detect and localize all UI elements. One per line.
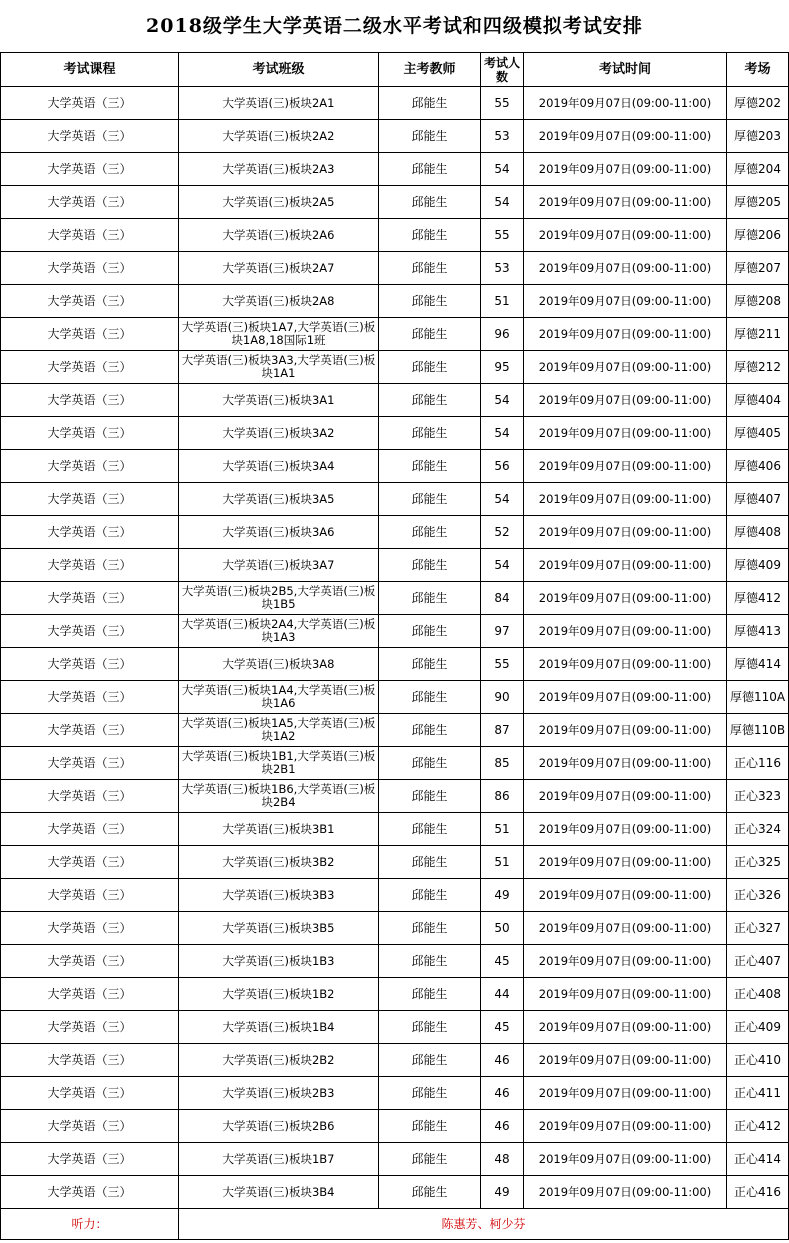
table-row [1,648,789,681]
cell-room: 厚德208 [727,285,789,318]
cell-course: 大学英语（三） [1,483,179,516]
header-row [1,53,789,87]
cell-course: 大学英语（三） [1,417,179,450]
table-row [1,384,789,417]
table-row [1,1110,789,1143]
cell-time: 2019年09月07日(09:00-11:00) [524,879,727,912]
cell-course: 大学英语（三） [1,912,179,945]
cell-time: 2019年09月07日(09:00-11:00) [524,120,727,153]
cell-room: 正心116 [727,747,789,780]
cell-count: 51 [481,846,524,879]
cell-room: 厚德414 [727,648,789,681]
cell-time: 2019年09月07日(09:00-11:00) [524,681,727,714]
cell-room: 正心325 [727,846,789,879]
cell-room: 正心408 [727,978,789,1011]
cell-time: 2019年09月07日(09:00-11:00) [524,87,727,120]
cell-count: 84 [481,582,524,615]
cell-teacher: 邱能生 [379,978,481,1011]
cell-teacher: 邱能生 [379,714,481,747]
cell-time: 2019年09月07日(09:00-11:00) [524,285,727,318]
cell-class: 大学英语(三)板块2A5 [179,186,379,219]
cell-room: 正心327 [727,912,789,945]
cell-time: 2019年09月07日(09:00-11:00) [524,846,727,879]
table-row [1,1176,789,1209]
table-row [1,945,789,978]
table-row [1,186,789,219]
cell-course: 大学英语（三） [1,318,179,351]
cell-class: 大学英语(三)板块2B3 [179,1077,379,1110]
table-row [1,219,789,252]
cell-time: 2019年09月07日(09:00-11:00) [524,351,727,384]
table-row [1,549,789,582]
cell-count: 49 [481,1176,524,1209]
table-row [1,417,789,450]
cell-class: 大学英语(三)板块2B2 [179,1044,379,1077]
cell-time: 2019年09月07日(09:00-11:00) [524,813,727,846]
cell-teacher: 邱能生 [379,1011,481,1044]
cell-teacher: 邱能生 [379,648,481,681]
cell-teacher: 邱能生 [379,549,481,582]
cell-course: 大学英语（三） [1,1110,179,1143]
cell-time: 2019年09月07日(09:00-11:00) [524,747,727,780]
table-row [1,252,789,285]
cell-room: 厚德413 [727,615,789,648]
cell-class: 大学英语(三)板块3A1 [179,384,379,417]
cell-count: 45 [481,1011,524,1044]
table-row [1,516,789,549]
cell-course: 大学英语（三） [1,1044,179,1077]
cell-time: 2019年09月07日(09:00-11:00) [524,1110,727,1143]
table-row [1,813,789,846]
cell-class: 大学英语(三)板块2A3 [179,153,379,186]
cell-teacher: 邱能生 [379,516,481,549]
cell-course: 大学英语（三） [1,384,179,417]
cell-time: 2019年09月07日(09:00-11:00) [524,1143,727,1176]
cell-class: 大学英语(三)板块1A7,大学英语(三)板块1A8,18国际1班 [179,318,379,351]
cell-class: 大学英语(三)板块3A7 [179,549,379,582]
cell-room: 厚德206 [727,219,789,252]
cell-room: 厚德110A [727,681,789,714]
table-row [1,912,789,945]
cell-time: 2019年09月07日(09:00-11:00) [524,780,727,813]
cell-count: 56 [481,450,524,483]
cell-count: 55 [481,648,524,681]
cell-course: 大学英语（三） [1,978,179,1011]
cell-teacher: 邱能生 [379,351,481,384]
table-row [1,681,789,714]
cell-room: 正心416 [727,1176,789,1209]
cell-room: 正心407 [727,945,789,978]
table-row [1,780,789,813]
cell-teacher: 邱能生 [379,87,481,120]
table-row [1,1077,789,1110]
cell-room: 厚德207 [727,252,789,285]
cell-teacher: 邱能生 [379,879,481,912]
table-row [1,1044,789,1077]
cell-course: 大学英语（三） [1,582,179,615]
cell-teacher: 邱能生 [379,813,481,846]
cell-teacher: 邱能生 [379,153,481,186]
cell-count: 51 [481,285,524,318]
cell-teacher: 邱能生 [379,252,481,285]
cell-course: 大学英语（三） [1,219,179,252]
cell-room: 正心324 [727,813,789,846]
cell-class: 大学英语(三)板块1B7 [179,1143,379,1176]
cell-room: 厚德404 [727,384,789,417]
table-row [1,978,789,1011]
cell-course: 大学英语（三） [1,351,179,384]
cell-class: 大学英语(三)板块3A2 [179,417,379,450]
cell-teacher: 邱能生 [379,417,481,450]
cell-time: 2019年09月07日(09:00-11:00) [524,714,727,747]
cell-teacher: 邱能生 [379,1176,481,1209]
cell-class: 大学英语(三)板块3A5 [179,483,379,516]
cell-class: 大学英语(三)板块1B4 [179,1011,379,1044]
cell-course: 大学英语（三） [1,1011,179,1044]
table-row [1,1143,789,1176]
cell-course: 大学英语（三） [1,120,179,153]
cell-course: 大学英语（三） [1,945,179,978]
cell-count: 54 [481,417,524,450]
cell-time: 2019年09月07日(09:00-11:00) [524,582,727,615]
cell-teacher: 邱能生 [379,318,481,351]
cell-class: 大学英语(三)板块3A8 [179,648,379,681]
table-row [1,351,789,384]
cell-time: 2019年09月07日(09:00-11:00) [524,318,727,351]
cell-count: 46 [481,1044,524,1077]
cell-count: 52 [481,516,524,549]
cell-teacher: 邱能生 [379,945,481,978]
cell-course: 大学英语（三） [1,87,179,120]
cell-course: 大学英语（三） [1,285,179,318]
cell-teacher: 邱能生 [379,1077,481,1110]
header-course: 考试课程 [1,53,179,87]
cell-class: 大学英语(三)板块3B5 [179,912,379,945]
cell-room: 厚德406 [727,450,789,483]
cell-count: 54 [481,186,524,219]
cell-count: 85 [481,747,524,780]
table-row [1,153,789,186]
cell-teacher: 邱能生 [379,582,481,615]
cell-class: 大学英语(三)板块3B4 [179,1176,379,1209]
cell-time: 2019年09月07日(09:00-11:00) [524,1044,727,1077]
cell-room: 正心410 [727,1044,789,1077]
cell-room: 厚德409 [727,549,789,582]
cell-course: 大学英语（三） [1,1176,179,1209]
cell-room: 厚德110B [727,714,789,747]
footer-label: 听力： [1,1209,179,1240]
table-row [1,1011,789,1044]
cell-teacher: 邱能生 [379,285,481,318]
cell-room: 厚德412 [727,582,789,615]
cell-class: 大学英语(三)板块2A8 [179,285,379,318]
cell-time: 2019年09月07日(09:00-11:00) [524,1077,727,1110]
cell-time: 2019年09月07日(09:00-11:00) [524,1011,727,1044]
cell-teacher: 邱能生 [379,846,481,879]
cell-count: 97 [481,615,524,648]
cell-time: 2019年09月07日(09:00-11:00) [524,978,727,1011]
cell-count: 54 [481,384,524,417]
cell-time: 2019年09月07日(09:00-11:00) [524,648,727,681]
cell-teacher: 邱能生 [379,120,481,153]
cell-class: 大学英语(三)板块2A1 [179,87,379,120]
cell-teacher: 邱能生 [379,450,481,483]
cell-course: 大学英语（三） [1,648,179,681]
exam-schedule-table [0,52,789,1240]
cell-time: 2019年09月07日(09:00-11:00) [524,450,727,483]
cell-course: 大学英语（三） [1,153,179,186]
cell-time: 2019年09月07日(09:00-11:00) [524,945,727,978]
cell-course: 大学英语（三） [1,516,179,549]
cell-count: 53 [481,252,524,285]
cell-course: 大学英语（三） [1,780,179,813]
cell-time: 2019年09月07日(09:00-11:00) [524,549,727,582]
cell-class: 大学英语(三)板块2A6 [179,219,379,252]
table-row [1,87,789,120]
table-row [1,714,789,747]
footer-row [1,1209,789,1240]
cell-class: 大学英语(三)板块2B6 [179,1110,379,1143]
cell-count: 46 [481,1110,524,1143]
cell-count: 54 [481,549,524,582]
cell-course: 大学英语（三） [1,1143,179,1176]
cell-count: 46 [481,1077,524,1110]
cell-room: 正心409 [727,1011,789,1044]
cell-count: 96 [481,318,524,351]
page-title: 2018级学生大学英语二级水平考试和四级模拟考试安排 [146,15,643,37]
cell-class: 大学英语(三)板块3B1 [179,813,379,846]
cell-course: 大学英语（三） [1,549,179,582]
cell-class: 大学英语(三)板块1B1,大学英语(三)板块2B1 [179,747,379,780]
cell-course: 大学英语（三） [1,450,179,483]
cell-class: 大学英语(三)板块1A5,大学英语(三)板块1A2 [179,714,379,747]
table-row [1,846,789,879]
cell-count: 55 [481,219,524,252]
cell-class: 大学英语(三)板块3B3 [179,879,379,912]
cell-teacher: 邱能生 [379,747,481,780]
table-row [1,450,789,483]
cell-room: 厚德405 [727,417,789,450]
cell-teacher: 邱能生 [379,384,481,417]
cell-course: 大学英语（三） [1,1077,179,1110]
cell-room: 正心411 [727,1077,789,1110]
cell-count: 90 [481,681,524,714]
cell-count: 87 [481,714,524,747]
header-class: 考试班级 [179,53,379,87]
cell-class: 大学英语(三)板块1B2 [179,978,379,1011]
cell-room: 正心326 [727,879,789,912]
cell-count: 48 [481,1143,524,1176]
cell-count: 51 [481,813,524,846]
cell-count: 54 [481,153,524,186]
cell-class: 大学英语(三)板块1B6,大学英语(三)板块2B4 [179,780,379,813]
cell-room: 厚德211 [727,318,789,351]
cell-time: 2019年09月07日(09:00-11:00) [524,615,727,648]
cell-class: 大学英语(三)板块1A4,大学英语(三)板块1A6 [179,681,379,714]
cell-teacher: 邱能生 [379,1044,481,1077]
cell-class: 大学英语(三)板块3A4 [179,450,379,483]
cell-time: 2019年09月07日(09:00-11:00) [524,153,727,186]
cell-time: 2019年09月07日(09:00-11:00) [524,912,727,945]
cell-time: 2019年09月07日(09:00-11:00) [524,186,727,219]
cell-count: 49 [481,879,524,912]
cell-count: 95 [481,351,524,384]
cell-room: 厚德408 [727,516,789,549]
cell-count: 50 [481,912,524,945]
cell-teacher: 邱能生 [379,615,481,648]
cell-count: 53 [481,120,524,153]
cell-time: 2019年09月07日(09:00-11:00) [524,417,727,450]
table-row [1,483,789,516]
cell-course: 大学英语（三） [1,747,179,780]
table-row [1,318,789,351]
header-count: 考试人数 [481,53,524,87]
cell-course: 大学英语（三） [1,714,179,747]
cell-room: 厚德205 [727,186,789,219]
cell-class: 大学英语(三)板块1B3 [179,945,379,978]
cell-time: 2019年09月07日(09:00-11:00) [524,1176,727,1209]
cell-time: 2019年09月07日(09:00-11:00) [524,252,727,285]
cell-count: 45 [481,945,524,978]
cell-count: 55 [481,87,524,120]
cell-room: 厚德212 [727,351,789,384]
cell-count: 54 [481,483,524,516]
table-row [1,747,789,780]
cell-teacher: 邱能生 [379,681,481,714]
cell-class: 大学英语(三)板块2A7 [179,252,379,285]
cell-room: 正心414 [727,1143,789,1176]
header-teacher: 主考教师 [379,53,481,87]
cell-time: 2019年09月07日(09:00-11:00) [524,384,727,417]
cell-count: 44 [481,978,524,1011]
cell-course: 大学英语（三） [1,879,179,912]
cell-teacher: 邱能生 [379,1143,481,1176]
cell-course: 大学英语（三） [1,252,179,285]
cell-class: 大学英语(三)板块2B5,大学英语(三)板块1B5 [179,582,379,615]
cell-room: 厚德202 [727,87,789,120]
cell-class: 大学英语(三)板块3A3,大学英语(三)板块1A1 [179,351,379,384]
cell-class: 大学英语(三)板块2A2 [179,120,379,153]
table-row [1,879,789,912]
cell-class: 大学英语(三)板块3B2 [179,846,379,879]
cell-course: 大学英语（三） [1,615,179,648]
cell-time: 2019年09月07日(09:00-11:00) [524,483,727,516]
cell-course: 大学英语（三） [1,846,179,879]
table-row [1,615,789,648]
cell-time: 2019年09月07日(09:00-11:00) [524,219,727,252]
cell-class: 大学英语(三)板块3A6 [179,516,379,549]
footer-value: 陈惠芳、柯少芬 [179,1209,789,1240]
cell-teacher: 邱能生 [379,780,481,813]
cell-course: 大学英语（三） [1,813,179,846]
cell-teacher: 邱能生 [379,483,481,516]
table-row [1,582,789,615]
cell-teacher: 邱能生 [379,1110,481,1143]
cell-room: 厚德407 [727,483,789,516]
table-row [1,285,789,318]
cell-course: 大学英语（三） [1,681,179,714]
cell-room: 厚德203 [727,120,789,153]
cell-teacher: 邱能生 [379,186,481,219]
cell-teacher: 邱能生 [379,912,481,945]
cell-course: 大学英语（三） [1,186,179,219]
cell-count: 86 [481,780,524,813]
cell-teacher: 邱能生 [379,219,481,252]
cell-room: 正心323 [727,780,789,813]
cell-time: 2019年09月07日(09:00-11:00) [524,516,727,549]
table-row [1,120,789,153]
cell-room: 厚德204 [727,153,789,186]
cell-class: 大学英语(三)板块2A4,大学英语(三)板块1A3 [179,615,379,648]
cell-room: 正心412 [727,1110,789,1143]
header-room: 考场 [727,53,789,87]
header-time: 考试时间 [524,53,727,87]
